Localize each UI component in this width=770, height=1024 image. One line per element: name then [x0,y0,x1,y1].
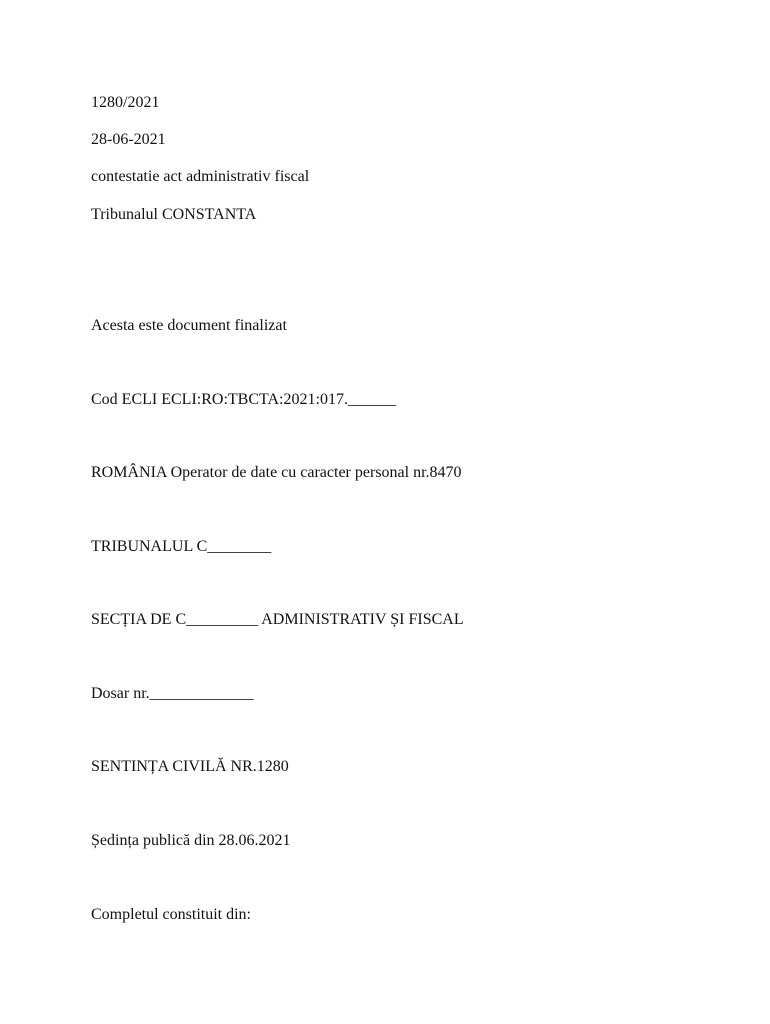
case-subject: contestatie act administrativ fiscal [91,168,310,185]
sentence-title: SENTINȚA CIVILĂ NR.1280 [91,758,289,775]
court-name: Tribunalul CONSTANTA [91,206,257,223]
tribunal-heading: TRIBUNALUL C________ [91,538,272,555]
ecli-code: Cod ECLI ECLI:RO:TBCTA:2021:017.______ [91,391,396,408]
case-date: 28-06-2021 [91,131,166,148]
section-heading: SECȚIA DE C_________ ADMINISTRATIV ȘI FISCAL [91,611,464,628]
case-number: 1280/2021 [91,94,160,111]
document-status: Acesta este document finalizat [91,317,287,334]
session-info: Ședința publică din 28.06.2021 [91,832,291,849]
panel-composition: Completul constituit din: [91,906,251,923]
data-operator: ROMÂNIA Operator de date cu caracter personal nr.8470 [91,464,462,481]
file-number: Dosar nr._____________ [91,685,254,702]
